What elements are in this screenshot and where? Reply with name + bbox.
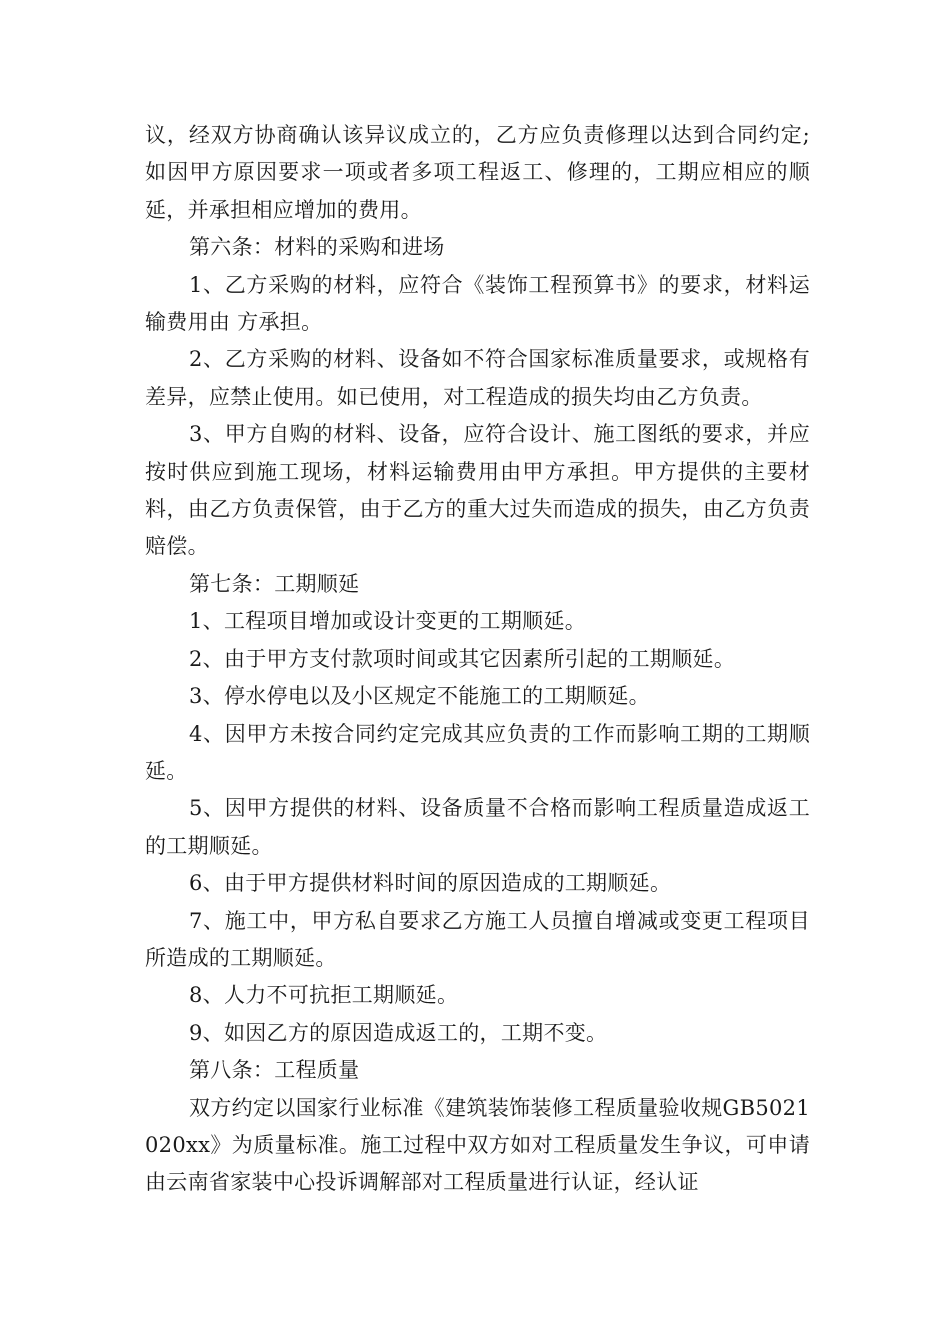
document-body (145, 117, 810, 1202)
section-heading-article-6: 第六条：材料的采购和进场 (189, 235, 445, 260)
paragraph-continuation: 议，经双方协商确认该异议成立的，乙方应负责修理以达到合同约定;如因甲方原因要求一项或者多项工程返工、修理的，工期应相应的顺延，并承担相应增加的费用。 (145, 123, 810, 222)
article-7-item-9: 9、如因乙方的原因造成返工的，工期不变。 (189, 1020, 608, 1045)
section-heading-article-7: 第七条：工期顺延 (189, 571, 360, 596)
article-7-item-3: 3、停水停电以及小区规定不能施工的工期顺延。 (189, 684, 650, 709)
article-8-paragraph: 双方约定以国家行业标准《建筑装饰装修工程质量验收规GB5021020xx》为质量标准。施工过程中双方如对工程质量发生争议，可申请由云南省家装中心投诉调解部对工程质量进行认证，经认证 (145, 1095, 810, 1195)
article-7-item-6: 6、由于甲方提供材料时间的原因造成的工期顺延。 (189, 871, 672, 896)
article-7-item-5: 5、因甲方提供的材料、设备质量不合格而影响工程质量造成返工的工期顺延。 (145, 796, 810, 858)
article-7-item-1: 1、工程项目增加或设计变更的工期顺延。 (189, 609, 587, 634)
article-7-item-2: 2、由于甲方支付款项时间或其它因素所引起的工期顺延。 (189, 646, 736, 671)
article-6-item-3: 3、甲方自购的材料、设备，应符合设计、施工图纸的要求，并应按时供应到施工现场，材料运输费用由甲方承担。甲方提供的主要材料，由乙方负责保管，由于乙方的重大过失而造成的损失，由乙方负责赔偿。 (145, 422, 810, 559)
section-heading-article-8: 第八条：工程质量 (189, 1058, 360, 1083)
article-6-item-2: 2、乙方采购的材料、设备如不符合国家标准质量要求，或规格有差异，应禁止使用。如已使用，对工程造成的损失均由乙方负责。 (145, 347, 810, 409)
article-6-item-1: 1、乙方采购的材料，应符合《装饰工程预算书》的要求，材料运输费用由 方承担。 (145, 272, 810, 335)
article-7-item-4: 4、因甲方未按合同约定完成其应负责的工作而影响工期的工期顺延。 (145, 721, 810, 783)
article-7-item-7: 7、施工中，甲方私自要求乙方施工人员擅自增减或变更工程项目所造成的工期顺延。 (145, 908, 810, 970)
article-7-item-8: 8、人力不可抗拒工期顺延。 (189, 983, 459, 1008)
